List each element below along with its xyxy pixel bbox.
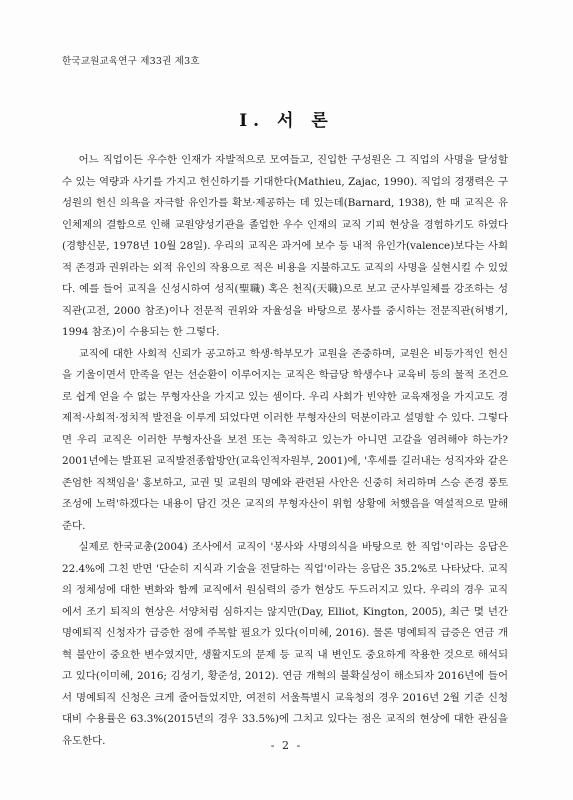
running-header: 한국교원교육연구 제33권 제3호 [62,56,200,67]
paragraph-1: 어느 직업이든 우수한 인재가 자발적으로 모여들고, 진입한 구성원은 그 직업의 사명을 달성할 수 있는 역량과 사기를 가지고 헌신하기를 기대한다(Mathieu, Zajac, 1990). 직업의 경쟁력은 구성원의 헌신 의욕을 자극할 유인가를 확보·제공하는 데 있는데(Barnard, 1938), 한 때 교직은 유인체제의 결함으로 인해 교원양성기관을 졸업한 우수 인재의 교직 기피 현상을 경험하기도 하였다(경향신문, 1978년 10월 28일). 우리의 교직은 과거에 보수 등 내적 유인가(valence)보다는 사회적 존경과 권위라는 외적 유인의 작용으로 적은 비용을 지불하고도 교직의 사명을 실현시킬 수 있었다. 예를 들어 교직을 신성시하여 성직(聖職) 혹은 천직(天職)으로 보고 군사부일체를 강조하는 성직관(고전, 2000 참조)이나 전문적 권위와 자율성을 바탕으로 봉사를 중시하는 전문직관(허병기, 1994 참조)이 수용되는 한 그렇다. [62,154,508,338]
body-text [62,150,508,752]
page-number: - 2 - [270,739,303,752]
section-title: Ⅰ. 서 론 [239,111,334,131]
paragraph-3: 실제로 한국교총(2004) 조사에서 교직이 '봉사와 사명의식을 바탕으로 한 직업'이라는 응답은 22.4%에 그친 반면 '단순히 지식과 기술을 전달하는 직업'이라는 응답은 35.2%로 나타났다. 교직의 정체성에 대한 변화와 함께 교직에서 원심력의 증가 현상도 두드러지고 있다. 우리의 경우 교직에서 조기 퇴직의 현상은 서양처럼 심하지는 않지만(Day, Elliot, Kington, 2005), 최근 몇 년간 명예퇴직 신청자가 급증한 점에 주목할 필요가 있다(이미혜, 2016). 물론 명예퇴직 급증은 연금 개혁 불안이 중요한 변수였지만, 생활지도의 문제 등 교직 내 변인도 중요하게 작용한 것으로 해석되고 있다(이미혜, 2016; 김성기, 황준성, 2012). 연금 개혁의 불확실성이 해소되자 2016년에 들어서 명예퇴직 신청은 크게 줄어들었지만, 여전히 서울특별시 교육청의 경우 2016년 2월 기준 신청 대비 수용률은 63.3%(2015년의 경우 33.5%)에 그치고 있다는 점은 교직의 현상에 대한 관심을 유도한다. [62,541,508,747]
paragraph-2: 교직에 대한 사회적 신뢰가 공고하고 학생·학부모가 교원을 존중하며, 교원은 비등가적인 헌신을 기울이면서 만족을 얻는 선순환이 이루어지는 교직은 학급당 학생수나 교육비 등의 물적 조건으로 쉽게 얻을 수 없는 무형자산을 가지고 있는 셈이다. 우리 사회가 빈약한 교육재정을 가지고도 경제적·사회적·정치적 발전을 이루게 되었다면 이러한 무형자산의 덕분이라고 설명할 수 있다. 그렇다면 우리 교직은 이러한 무형자산을 보전 또는 축적하고 있는가 아니면 고갈을 염려해야 하는가? 2001년에는 발표된 교직발전종합방안(교육인적자원부, 2001)에, '후세를 길러내는 성직자와 같은 존엄한 직책임을' 홍보하고, 교권 및 교원의 명예와 관련된 사안은 신중히 처리하며 스승 존경 풍토 조성에 노력'하겠다는 내용이 담긴 것은 교직의 무형자산이 위험 상황에 처했음을 역설적으로 말해준다. [62,347,508,532]
